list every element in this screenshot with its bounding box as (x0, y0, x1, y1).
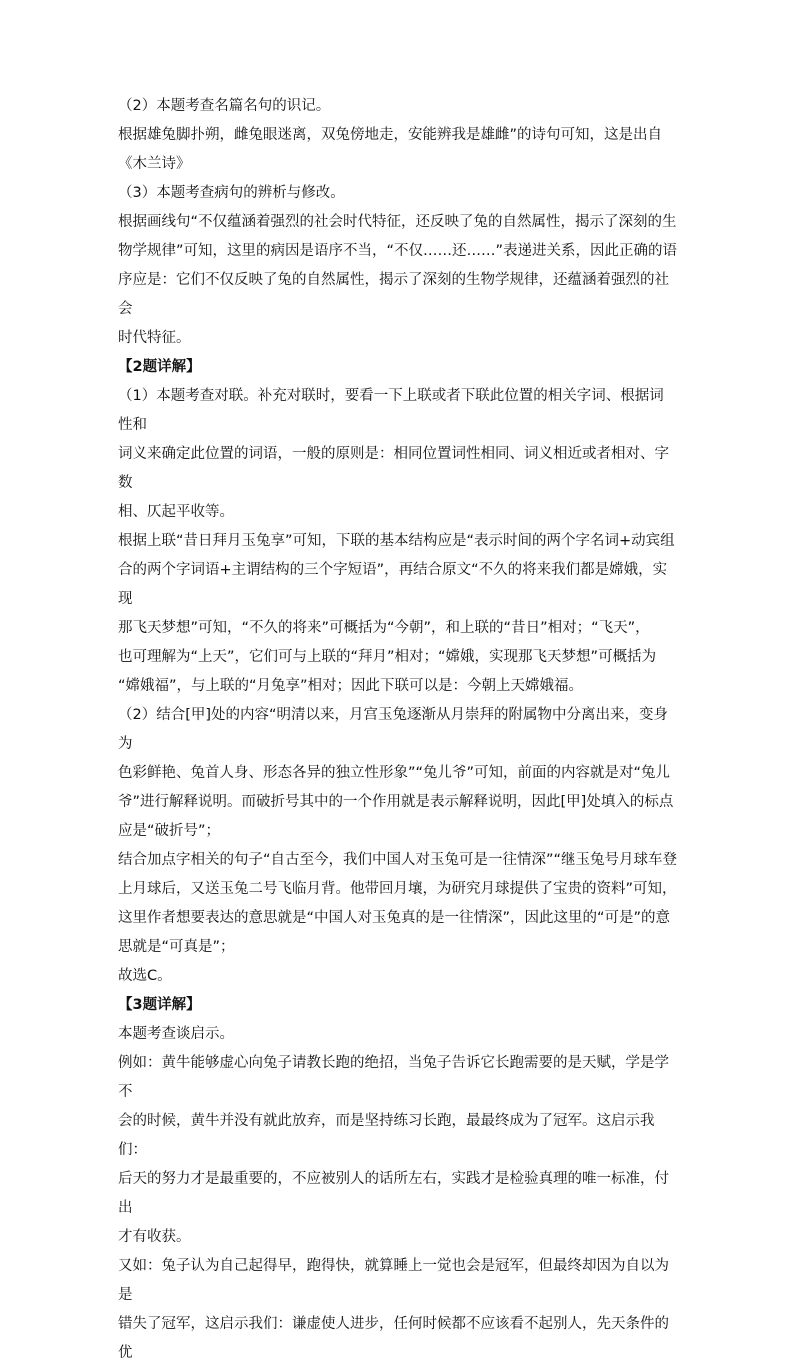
document-page (118, 92, 678, 1368)
text-line: 爷”进行解释说明。而破折号其中的一个作用就是表示解释说明，因此[甲]处填入的标点 (118, 794, 674, 810)
text-line: 这里作者想要表达的意思就是“中国人对玉兔真的是一往情深”，因此这里的“可是”的意 (118, 910, 671, 926)
text-line: 又如：兔子认为自己起得早，跑得快，就算睡上一觉也会是冠军，但最终却因为自以为是 (118, 1258, 669, 1303)
text-line: 上月球后，又送玉兔二号飞临月背。他带回月壤，为研究月球提供了宝贵的资料”可知， (118, 881, 677, 897)
text-line: 也可理解为“上天”，它们可与上联的“拜月”相对；“嫦娥，实现那飞天梦想”可概括为 (118, 649, 657, 665)
text-line: 后天的努力才是最重要的，不应被别人的话所左右，实践才是检验真理的唯一标准，付出 (118, 1171, 669, 1216)
text-line: 故选C。 (118, 968, 172, 984)
text-line: 例如：黄牛能够虚心向兔子请教长跑的绝招，当兔子告诉它长跑需要的是天赋，学是学不 (118, 1055, 669, 1100)
text-line: 那飞天梦想”可知，“不久的将来”可概括为“今朝”，和上联的“昔日”相对；“飞天”， (118, 620, 650, 636)
text-line: 相、仄起平收等。 (118, 504, 234, 520)
text-line: 词义来确定此位置的词语，一般的原则是：相同位置词性相同、词义相近或者相对、字数 (118, 446, 669, 491)
text-line: 根据画线句“不仅蕴涵着强烈的社会时代特征，还反映了兔的自然属性，揭示了深刻的生 (118, 214, 677, 230)
text-line: 根据上联“昔日拜月玉兔享”可知，下联的基本结构应是“表示时间的两个字名词+动宾组 (118, 533, 675, 549)
text-line: 根据雄兔脚扑朔，雌兔眼迷离，双兔傍地走，安能辨我是雄雌”的诗句可知，这是出自 (118, 127, 663, 143)
section-heading: 【3题详解】 (118, 997, 201, 1013)
text-line: 物学规律”可知，这里的病因是语序不当，“不仅……还……”表递进关系，因此正确的语 (118, 243, 678, 259)
text-line: 会的时候，黄牛并没有就此放弃，而是坚持练习长跑，最最终成为了冠军。这启示我们： (118, 1113, 655, 1158)
text-line: 结合加点字相关的句子“自古至今，我们中国人对玉兔可是一往情深”“继玉兔号月球车登 (118, 852, 678, 868)
text-line: 合的两个字词语+主谓结构的三个字短语”，再结合原文“不久的将来我们都是嫦娥，实现 (118, 562, 668, 607)
text-line: （1）本题考查对联。补充对联时，要看一下上联或者下联此位置的相关字词、根据词性和 (118, 388, 664, 433)
text-line: 应是“破折号”； (118, 823, 221, 839)
text-line: 思就是“可真是”； (118, 939, 235, 955)
text-line: 时代特征。 (118, 330, 191, 346)
text-line: （3）本题考查病句的辨析与修改。 (118, 185, 345, 201)
text-line: 色彩鲜艳、兔首人身、形态各异的独立性形象”“兔儿爷”可知，前面的内容就是对“兔儿 (118, 765, 671, 781)
section-heading: 【2题详解】 (118, 359, 201, 375)
text-line: 《木兰诗》 (118, 156, 191, 172)
text-line: 序应是：它们不仅反映了兔的自然属性，揭示了深刻的生物学规律，还蕴涵着强烈的社会 (118, 272, 669, 317)
text-line: 错失了冠军，这启示我们：谦虚使人进步，任何时候都不应该看不起别人，先天条件的优 (118, 1316, 669, 1361)
text-line: （2）本题考查名篇名句的识记。 (118, 98, 331, 114)
text-line: “嫦娥福”，与上联的“月兔享”相对；因此下联可以是：今朝上天嫦娥福。 (118, 678, 584, 694)
text-line: 才有收获。 (118, 1229, 191, 1245)
text-line: 本题考查谈启示。 (118, 1026, 234, 1042)
text-line: （2）结合[甲]处的内容“明清以来，月宫玉兔逐渐从月崇拜的附属物中分离出来，变身为 (118, 707, 669, 752)
